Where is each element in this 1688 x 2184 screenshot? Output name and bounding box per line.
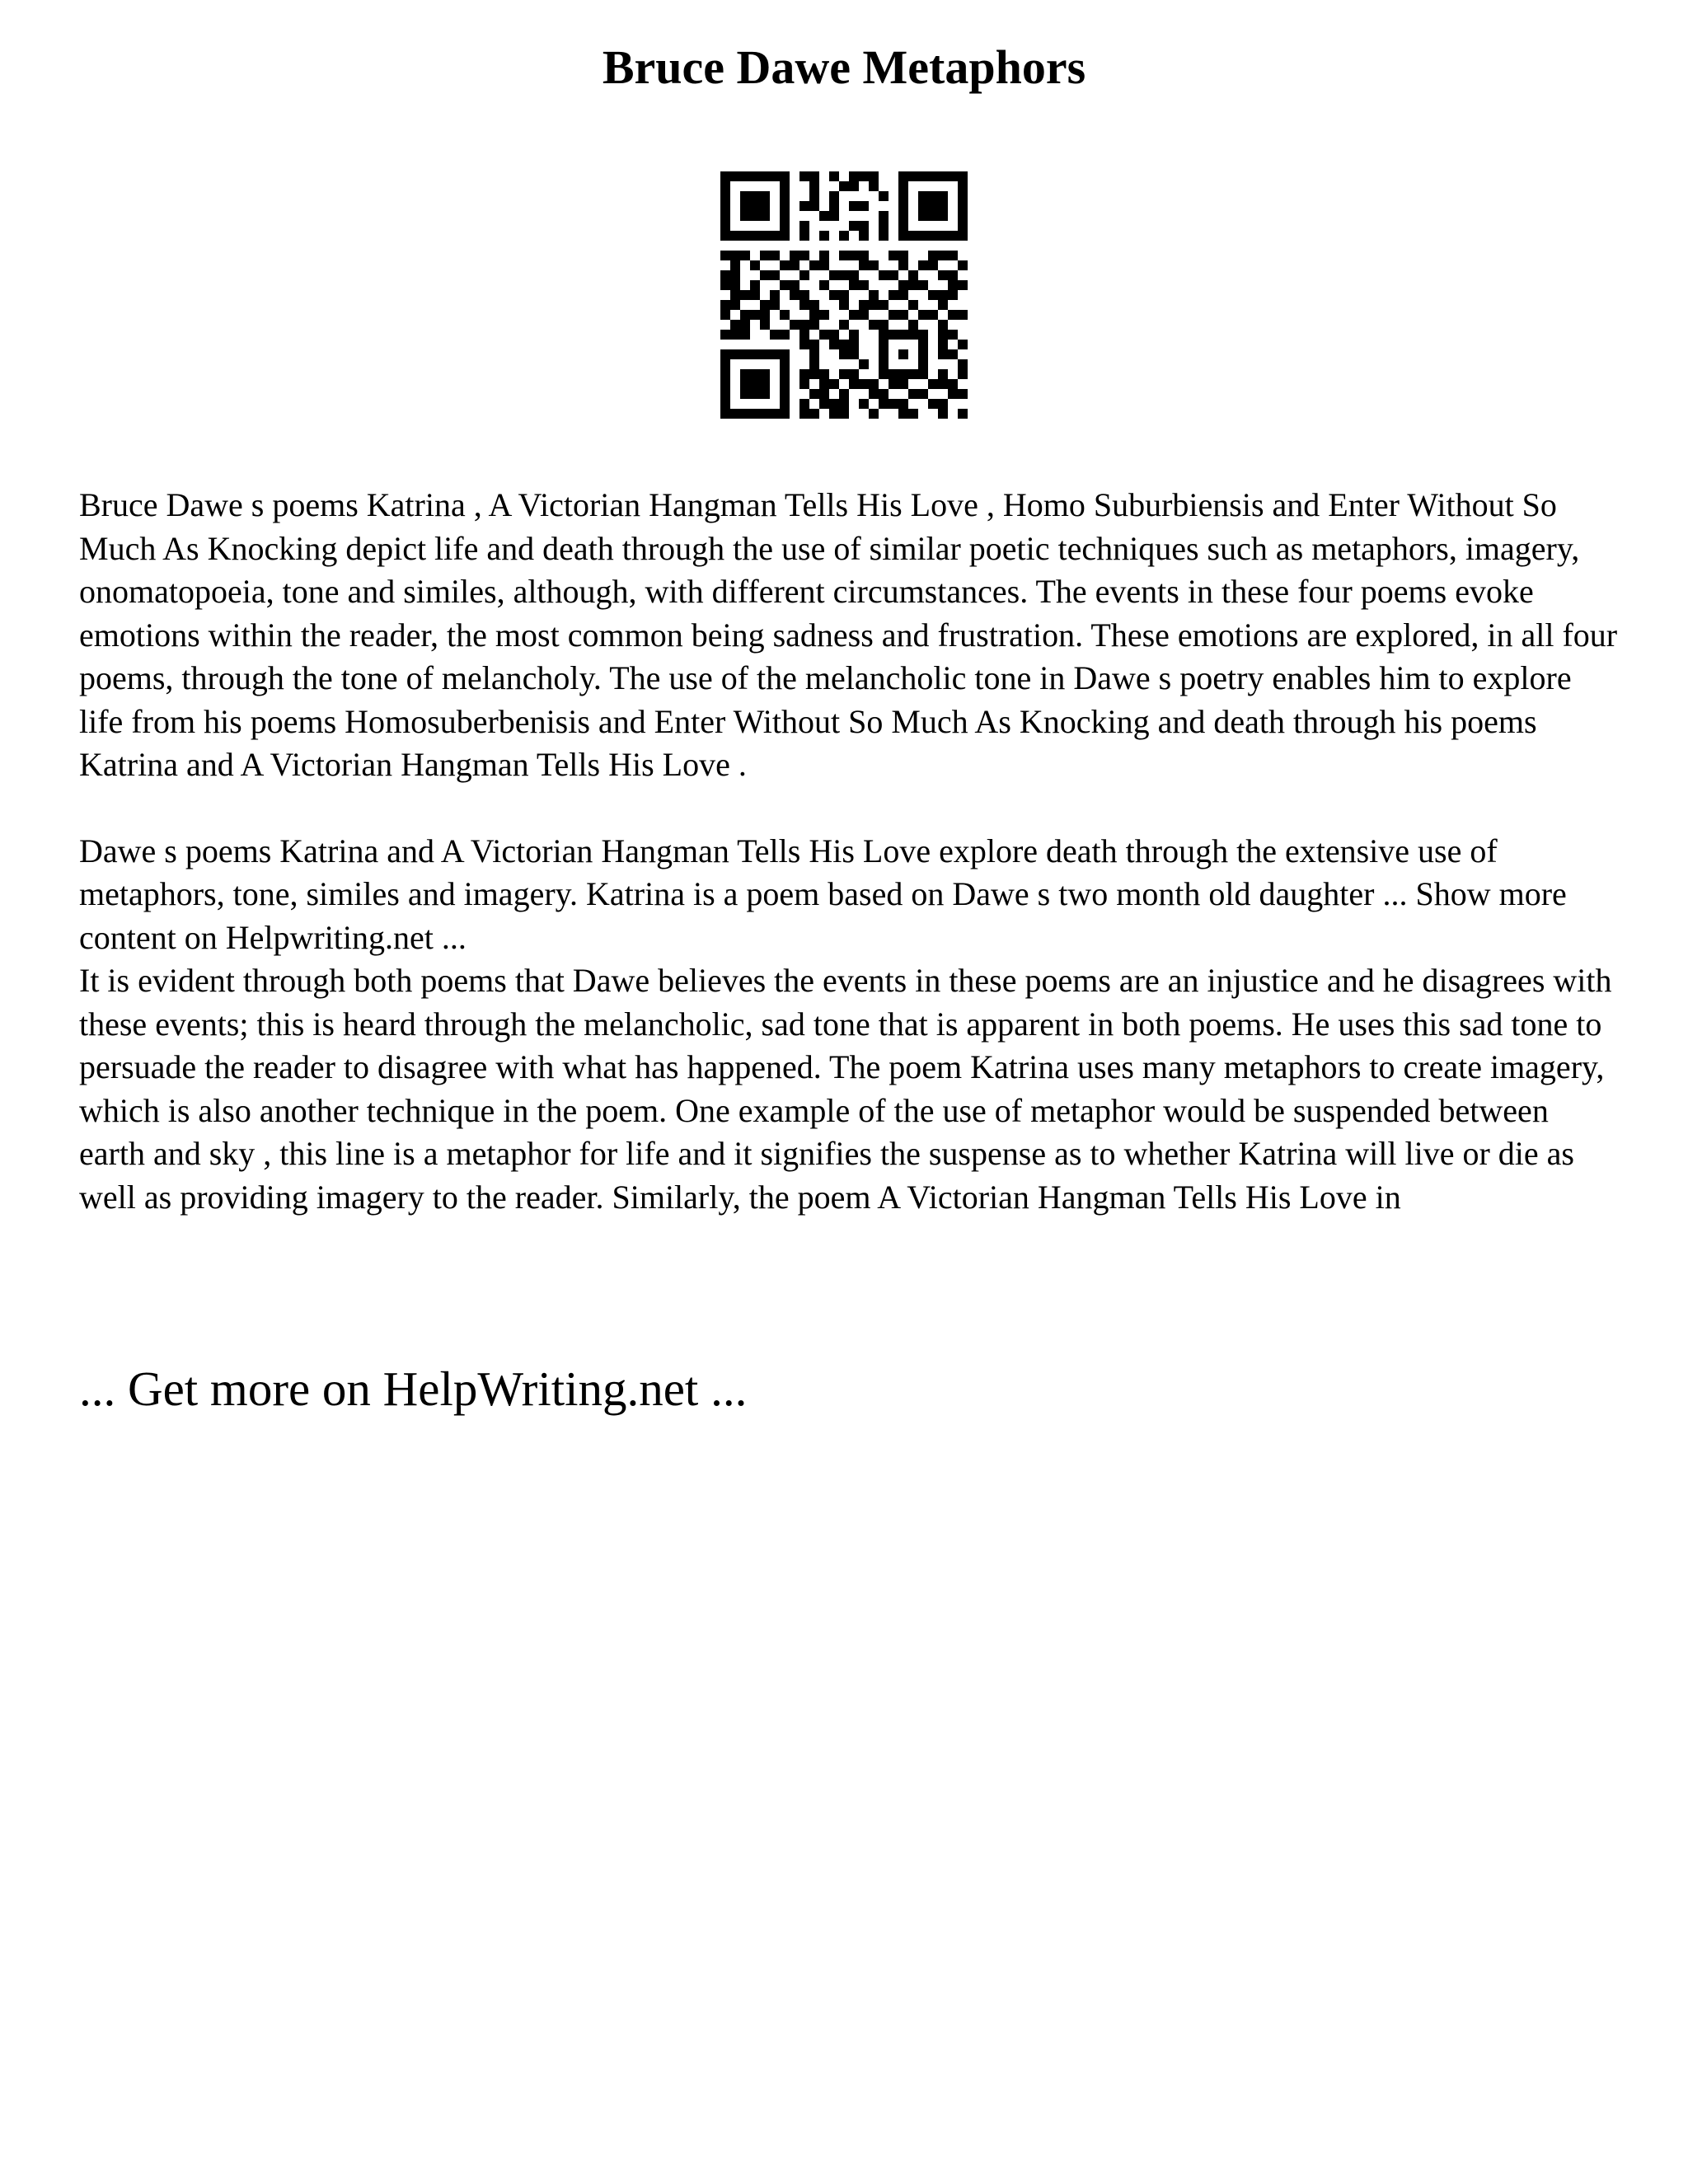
paragraph-death: Dawe s poems Katrina and A Victorian Hangman Tells His Love explore death through the extensive use of metaphors, tone, similes and imagery. Katrina is a poem based on Dawe s two month old daughter ... Show more content on Helpwriting.net ... <box>79 832 1567 956</box>
qr-code-icon <box>720 171 968 419</box>
paragraph-intro: Bruce Dawe s poems Katrina , A Victorian Hangman Tells His Love , Homo Suburbiensis and Enter Without So Much As Knocking depict life and death through the use of similar poetic techniques such as metaphors, imagery, onomatopoeia, tone and similes, although, with different circumstances. The events in these four poems evoke emotions within the reader, the most common being sadness and frustration. These emotions are explored, in all four poems, through the tone of melancholy. The use of the melancholic tone in Dawe s poetry enables him to explore life from his poems Homosuberbenisis and Enter Without So Much As Knocking and death through his poems Katrina and A Victorian Hangman Tells His Love . <box>79 486 1618 783</box>
paragraph-analysis: It is evident through both poems that Dawe believes the events in these poems are an injustice and he disagrees with these events; this is heard through the melancholic, sad tone that is apparent in both poems. He uses this sad tone to persuade the reader to disagree with what has happened. The poem Katrina uses many metaphors to create imagery, which is also another technique in the poem. One example of the use of metaphor would be suspended between earth and sky , this line is a metaphor for life and it signifies the suspense as to whether Katrina will live or die as well as providing imagery to the reader. Similarly, the poem A Victorian Hangman Tells His Love in <box>79 962 1612 1216</box>
page-title: Bruce Dawe Metaphors <box>602 40 1086 94</box>
article-body <box>79 484 1620 1219</box>
get-more-link[interactable]: ... Get more on HelpWriting.net ... <box>79 1361 748 1416</box>
